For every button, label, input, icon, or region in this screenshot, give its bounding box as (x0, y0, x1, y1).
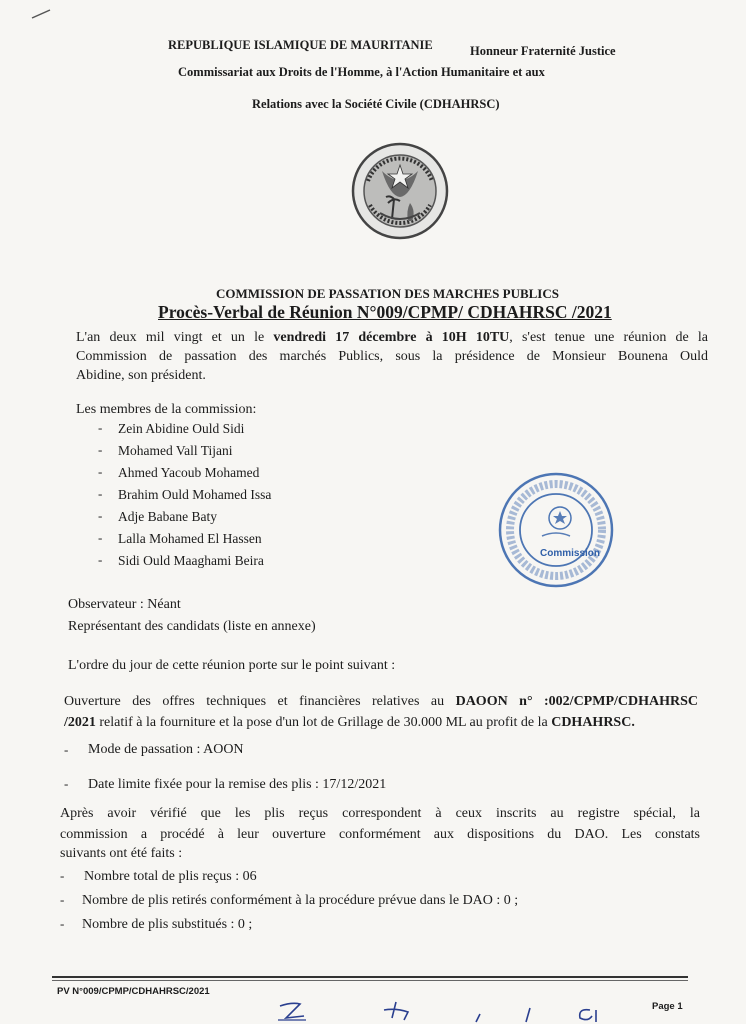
list-dash: - (98, 464, 103, 479)
ministry-line-1: Commissariat aux Droits de l'Homme, à l'Action Humanitaire et aux (178, 65, 545, 79)
commission-stamp (496, 470, 616, 590)
intro-text: , s'est tenue une réunion de la (509, 330, 708, 345)
page-number: Page 1 (652, 1001, 683, 1012)
finding-item: Nombre total de plis reçus : 06 (84, 869, 257, 884)
intro-text: L'an deux mil vingt et un le (76, 330, 274, 345)
finding-item: Nombre de plis retirés conformément à la procédure prévue dans le DAO : 0 ; (82, 893, 519, 908)
country-name: REPUBLIQUE ISLAMIQUE DE MAURITANIE (168, 38, 433, 52)
member-item: Adje Babane Baty (118, 509, 217, 524)
list-dash: - (60, 916, 65, 931)
member-item: Lalla Mohamed El Hassen (118, 531, 262, 546)
subject-line-2 (64, 715, 635, 731)
member-item: Sidi Ould Maaghami Beira (118, 553, 264, 568)
handwritten-initials (270, 996, 620, 1024)
submission-deadline: Date limite fixée pour la remise des plis : 17/12/2021 (88, 777, 387, 792)
national-motto: Honneur Fraternité Justice (470, 44, 616, 58)
list-dash: - (98, 486, 103, 501)
list-dash: - (60, 892, 65, 907)
subject-text: Ouverture des offres techniques et financières relatives au (64, 694, 456, 709)
stamp-text: Commission (540, 548, 601, 559)
member-item: Ahmed Yacoub Mohamed (118, 465, 260, 480)
scan-mark (30, 8, 54, 20)
list-dash: - (60, 868, 65, 883)
verification-line-1: Après avoir vérifié que les plis reçus correspondent à ceux inscrits au registre spécial, la (60, 806, 700, 821)
intro-line-1 (76, 330, 708, 346)
tender-reference: DAOON n° :002/CPMP/CDHAHRSC (455, 694, 698, 709)
tender-year: /2021 (64, 715, 96, 730)
procurement-mode: Mode de passation : AOON (88, 742, 244, 757)
intro-line-2: Commission de passation des marchés Publics, sous la présidence de Monsieur Bounena Ould (76, 349, 708, 364)
pv-title: Procès-Verbal de Réunion N°009/CPMP/ CDHAHRSC /2021 (158, 302, 612, 322)
members-heading: Les membres de la commission: (76, 402, 257, 417)
list-dash: - (64, 742, 69, 757)
verification-line-2: commission a procédé à leur ouverture conformément aux dispositions du DAO. Les constats (60, 827, 700, 842)
member-item: Mohamed Vall Tijani (118, 443, 233, 458)
intro-line-3: Abidine, son président. (76, 368, 206, 383)
agenda-line: L'ordre du jour de cette réunion porte sur le point suivant : (68, 658, 396, 673)
commission-title: COMMISSION DE PASSATION DES MARCHES PUBLICS (216, 286, 559, 301)
footer-reference: PV N°009/CPMP/CDHAHRSC/2021 (57, 986, 210, 997)
subject-line-1 (64, 694, 698, 710)
member-item: Zein Abidine Ould Sidi (118, 421, 245, 436)
ministry-line-2: Relations avec la Société Civile (CDHAHRSC) (252, 97, 500, 111)
verification-line-3: suivants ont été faits : (60, 846, 183, 861)
observer-line: Observateur : Néant (68, 597, 181, 612)
subject-text: relatif à la fourniture et la pose d'un lot de Grillage de 30.000 ML au profit de la (95, 715, 552, 730)
list-dash: - (98, 508, 103, 523)
list-dash: - (64, 776, 69, 791)
list-dash: - (98, 420, 103, 435)
list-dash: - (98, 530, 103, 545)
beneficiary: CDHAHRSC. (551, 715, 635, 730)
list-dash: - (98, 442, 103, 457)
finding-item: Nombre de plis substitués : 0 ; (82, 917, 253, 932)
national-emblem-seal (350, 141, 450, 241)
member-item: Brahim Ould Mohamed Issa (118, 487, 272, 502)
footer-rule (52, 976, 688, 978)
footer-rule (52, 980, 688, 981)
meeting-date: vendredi 17 décembre à 10H 10TU (273, 330, 510, 345)
candidates-representative-line: Représentant des candidats (liste en annexe) (68, 619, 316, 634)
list-dash: - (98, 552, 103, 567)
